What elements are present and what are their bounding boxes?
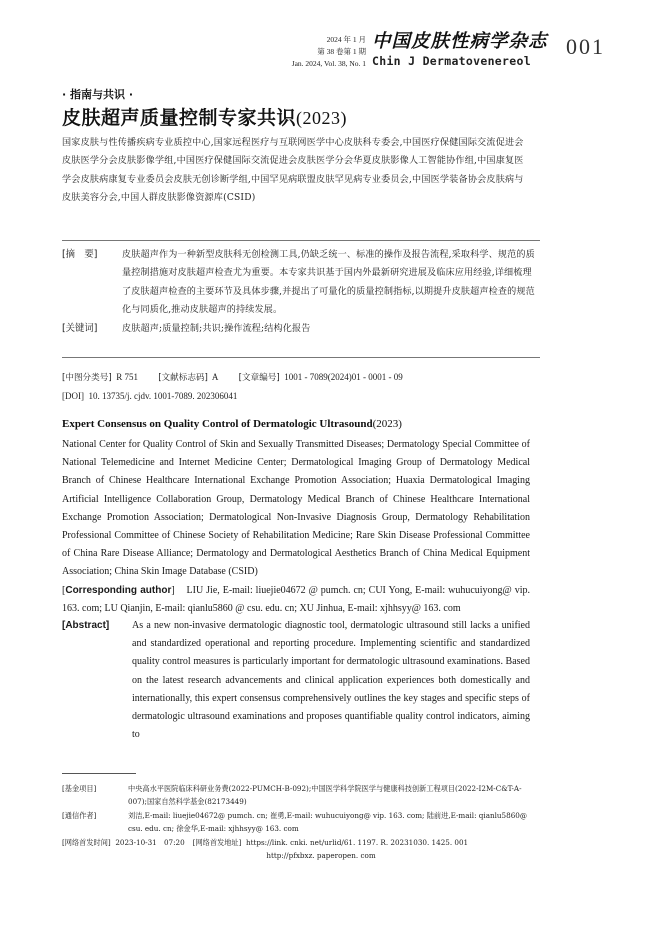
keywords-cn — [62, 320, 540, 338]
article-title — [62, 103, 347, 130]
abstract-en — [62, 617, 530, 744]
article-meta — [62, 368, 403, 405]
corresponding-label: Corresponding author — [65, 584, 172, 596]
pub-time-label: [网络首发时间] — [62, 837, 111, 847]
corresponding-text: LIU Jie, E-mail: liuejie04672 @ pumch. cn; CUI Yong, E-mail: wuhucuiyong@ vip. 163. com; LU Qianjin, E-mail: qianlu5860 @ csu. edu. cn; XU Jinhua, E-mail: xjhhsyy@ 163. com — [62, 584, 530, 614]
clc-value: R 751 — [116, 372, 138, 382]
article-number-label: [文章编号] — [238, 373, 280, 383]
english-title — [62, 418, 402, 430]
abstract-cn-text: 皮肤超声作为一种新型皮肤科无创检测工具,仍缺乏统一、标准的操作及报告流程,采取科学、规范的质量控制措施对皮肤超声检查尤为重要。本专家共识基于国内外最新研究进展及临床应用经验,详细梳理了皮肤超声检查的主要环节及具体步骤,并提出了可量化的质量控制指标,以期提升皮肤超声检查的规范化与同质化,推动皮肤超声的持续发展。 — [122, 250, 535, 316]
pub-url-2-row — [62, 849, 540, 862]
column-label: · 指南与共识 · — [62, 88, 134, 101]
title-year: (2023) — [296, 108, 348, 128]
issue-date-cn: 2024 年 1 月 — [326, 35, 366, 44]
doc-label: [文献标志码] — [158, 373, 208, 383]
corresponding-label-close: ] — [171, 584, 175, 596]
fund-text: 中央高水平医院临床科研业务费(2022-PUMCH-B-092);中国医学科学院医学与健康科技创新工程项目(2022-I2M-C&T-A-007);国家自然科学基金(82173449) — [128, 784, 522, 807]
english-title-text: Expert Consensus on Quality Control of Dermatologic Ultrasound — [62, 418, 373, 430]
pub-url-1[interactable]: https://link. cnki. net/urlid/61. 1197. R. 20231030. 1425. 001 — [245, 837, 469, 847]
doi-value: 10. 13735/j. cjdv. 1001-7089. 202306041 — [88, 391, 238, 401]
pub-url-label: [网络首发地址] — [192, 837, 242, 847]
issue-volume-cn: 第 38 卷第 1 期 — [317, 47, 366, 56]
pub-note — [62, 836, 540, 849]
english-title-year: (2023) — [372, 418, 402, 430]
doi-label: [DOI] — [62, 391, 84, 401]
corresponding-label-open: [ — [62, 584, 66, 596]
corr-note — [62, 809, 540, 836]
abstract-en-text: As a new non-invasive dermatologic diagnostic tool, dermatologic ultrasound still lacks a unified and standardized operational and reporting procedure. Implementing scientific and standardized quality control measures is particularly important for dermatologic ultrasound examinations. Based on the latest research advancements and clinical application experiences both domestically and internationally, this expert consensus comprehensively outlines the key stages and specific steps of dermatologic ultrasound examinations and proposes quantifiable quality control indicators, aiming to — [132, 620, 530, 741]
page-number: 001 — [566, 34, 605, 59]
author-organizations: 国家皮肤与性传播疾病专业质控中心,国家远程医疗与互联网医学中心皮肤科专委会,中国医疗保健国际交流促进会皮肤医学分会皮肤影像学组,中国医疗保健国际交流促进会皮肤医学分会华夏皮肤影像人工智能协作组,中国康复医学会皮肤病康复专业委员会皮肤无创诊断学组,中国罕见病联盟皮肤罕见病专业委员会,中国医学装备协会皮肤病与皮肤美容分会,中国人群皮肤影像资源库(CSID) — [62, 138, 524, 204]
keywords-cn-text: 皮肤超声;质量控制;共识;操作流程;结构化报告 — [122, 323, 311, 334]
journal-name-cn: 中国皮肤性病学杂志 — [372, 31, 548, 52]
keywords-cn-label: [关键词] — [62, 322, 98, 334]
english-authors-block — [62, 436, 530, 618]
abstract-cn — [62, 246, 540, 320]
article-number-value: 1001 - 7089(2024)01 - 0001 - 09 — [284, 372, 403, 382]
english-authors: National Center for Quality Control of Skin and Sexually Transmitted Diseases; Dermatology Special Committee of National Telemedicine and Internet Medicine Center; Dermatological Imaging Group of Dermatology Medical Branch of Chinese Healthcare International Exchange Promotion Association; Huaxia Dermatological Imaging Artificial Intelligence Collaboration Group, Dermatology Medical Branch of Chinese Healthcare International Exchange Promotion Association; Dermatological Non-Invasive Diagnosis Group, Dermatology Rehabilitation Professional Committee of Chinese Society of Rehabilitation Medicine; Rare Skin Disease Professional Committee of China Rare Disease Alliance; Dermatology and Dermatological Aesthetics Branch of China Medical Equipment Association; China Skin Image Database (CSID) — [62, 439, 530, 578]
abstract-bottom-rule — [62, 357, 540, 358]
fund-note — [62, 782, 540, 809]
abstract-top-rule — [62, 240, 540, 241]
pub-time: 2023-10-31 07:20 — [115, 837, 185, 847]
abstract-cn-label: [摘 要] — [62, 249, 98, 260]
footnote-rule — [62, 773, 136, 774]
footnotes — [62, 782, 540, 862]
journal-logo — [372, 30, 548, 68]
meta-row-2 — [62, 387, 403, 405]
fund-label: [基金项目] — [62, 784, 97, 793]
abstract-cn-block — [62, 246, 540, 338]
journal-name-en: Chin J Dermatovenereol — [372, 54, 531, 68]
corr-text: 刘洁,E-mail: liuejie04672@ pumch. cn; 崔勇,E-mail: wuhucuiyong@ vip. 163. com; 陆前进,E-mail: qianlu5860@ csu. edu. cn; 徐金华,E-mail: xjhhsyy@ 163. com — [128, 810, 528, 834]
corresponding-author — [62, 582, 530, 618]
abstract-en-label: [Abstract] — [62, 620, 110, 631]
corr-label: [通信作者] — [62, 810, 97, 820]
title-text: 皮肤超声质量控制专家共识 — [62, 107, 297, 129]
issue-en: Jan. 2024, Vol. 38, No. 1 — [291, 59, 366, 68]
issue-info — [268, 34, 366, 70]
doc-value: A — [211, 372, 219, 382]
meta-row-1 — [62, 368, 403, 387]
pub-url-2[interactable]: http://pfxbxz. paperopen. com — [266, 851, 376, 861]
clc-label: [中图分类号] — [62, 373, 112, 383]
